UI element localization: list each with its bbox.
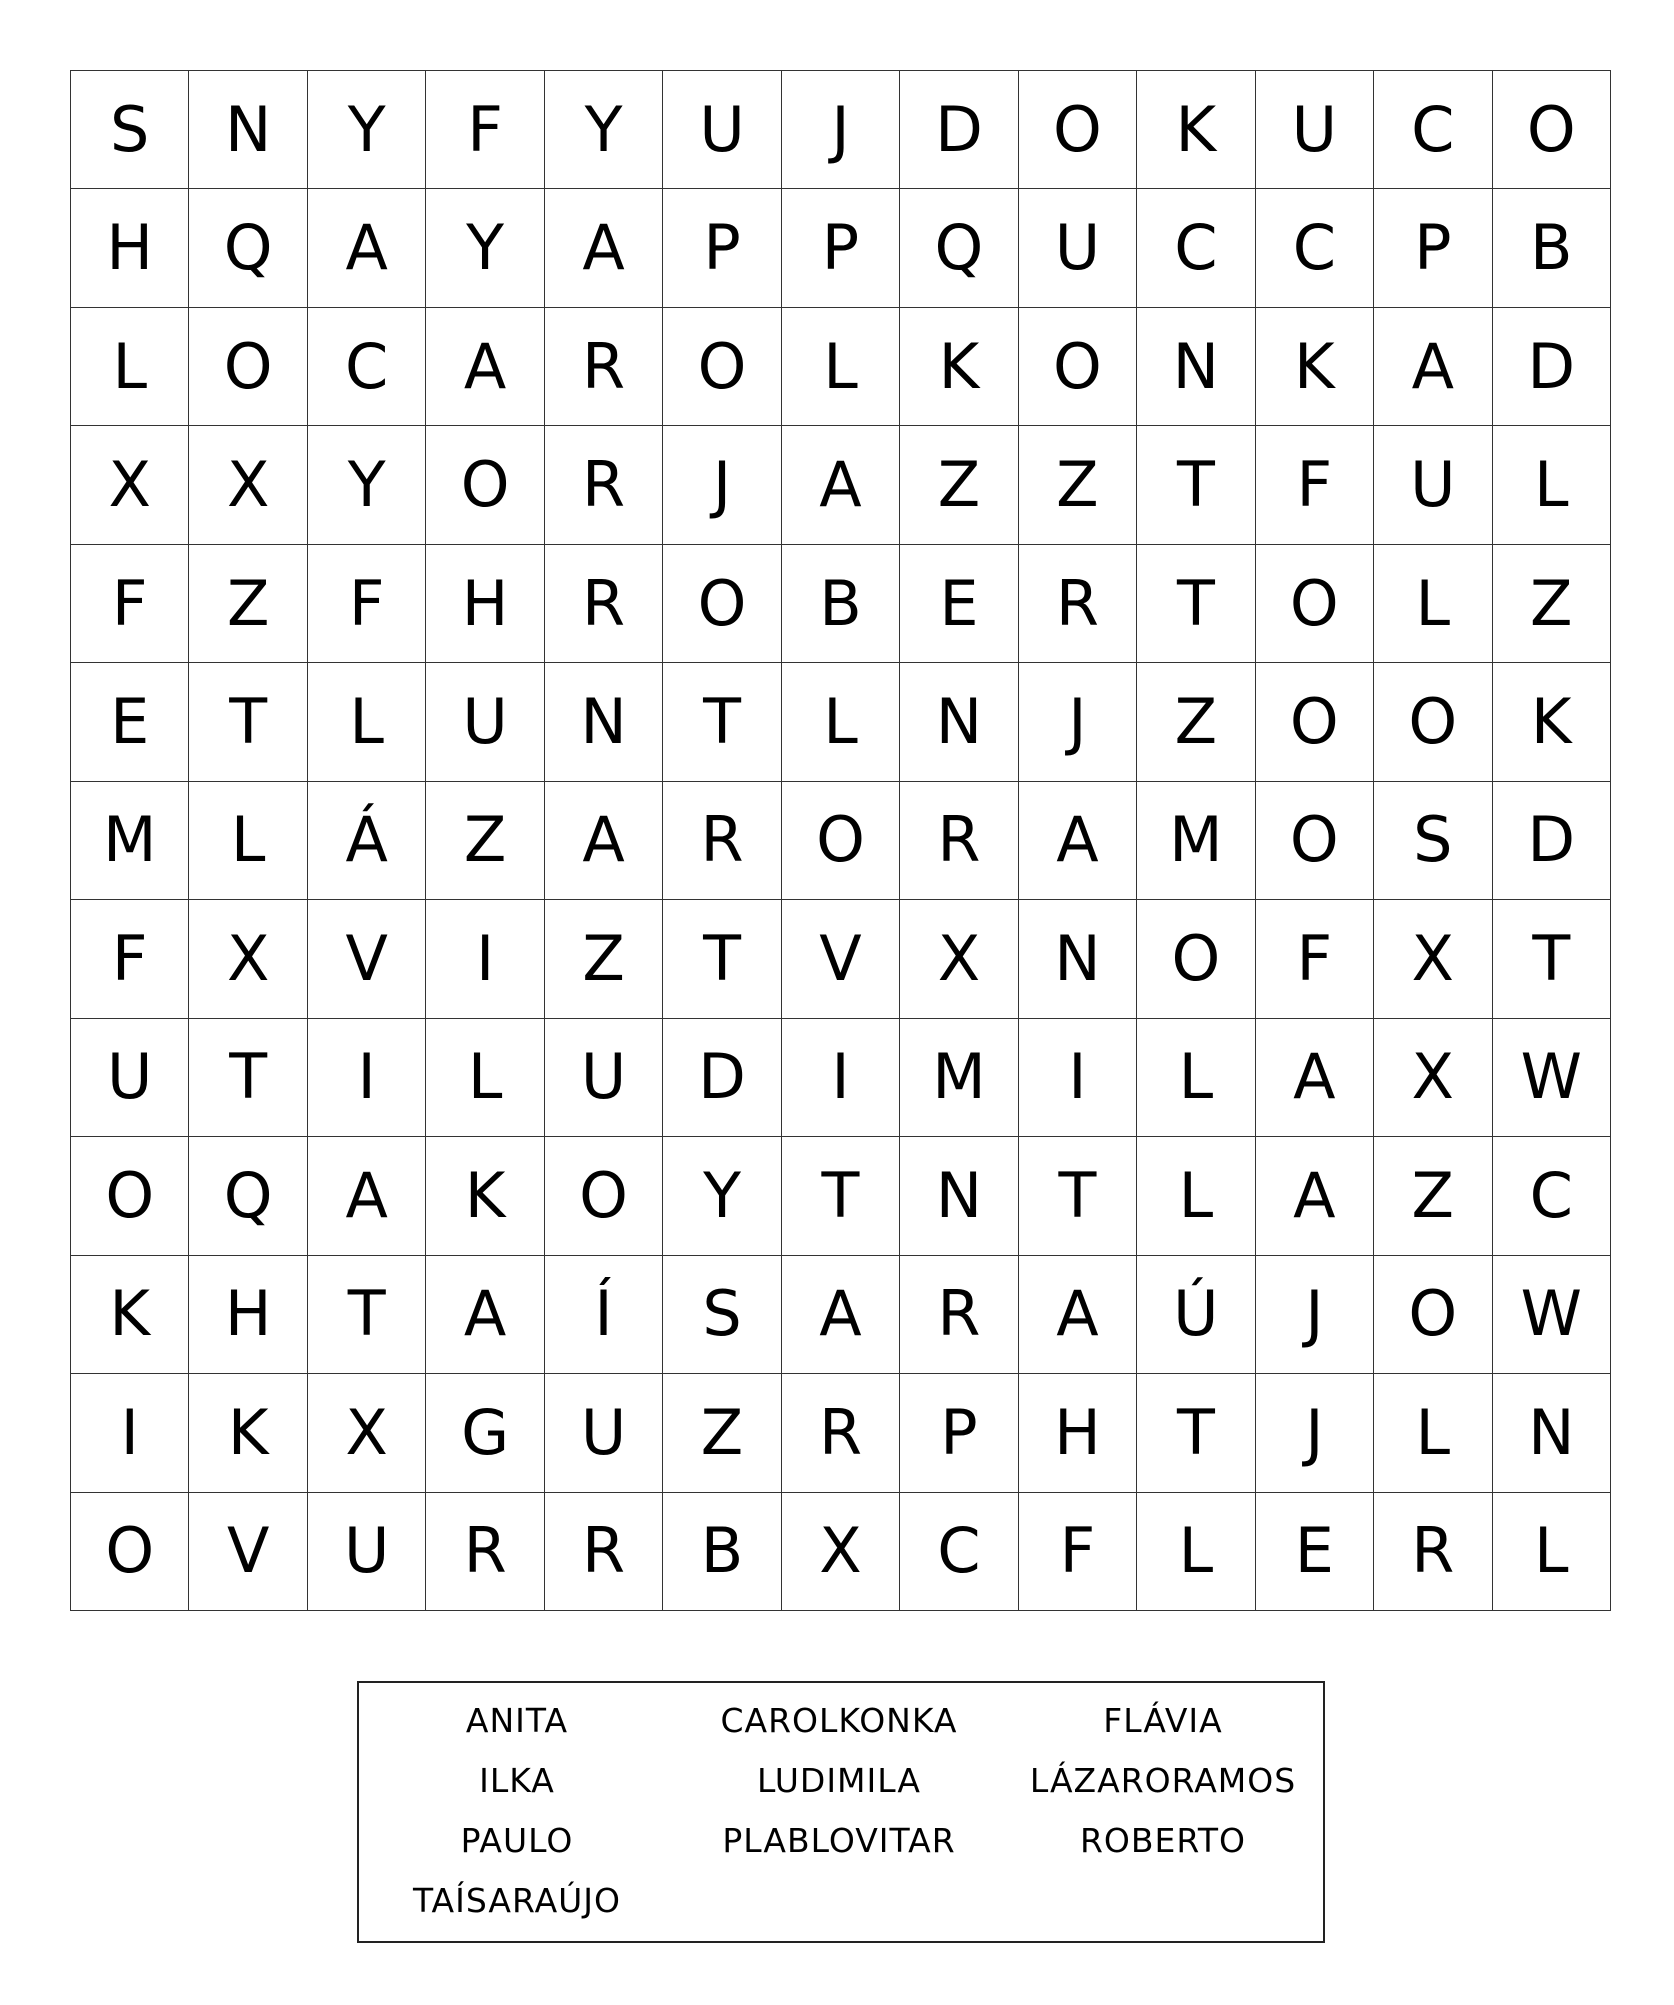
grid-cell[interactable]: C bbox=[1256, 189, 1374, 307]
grid-cell[interactable]: Z bbox=[663, 1374, 781, 1492]
grid-cell[interactable]: R bbox=[545, 426, 663, 544]
grid-cell[interactable]: H bbox=[426, 545, 544, 663]
grid-cell[interactable]: I bbox=[782, 1019, 900, 1137]
grid-cell[interactable]: F bbox=[1019, 1493, 1137, 1611]
grid-cell[interactable]: A bbox=[545, 782, 663, 900]
grid-cell[interactable]: K bbox=[189, 1374, 307, 1492]
grid-cell[interactable]: B bbox=[1493, 189, 1611, 307]
grid-cell[interactable]: U bbox=[71, 1019, 189, 1137]
grid-cell[interactable]: U bbox=[308, 1493, 426, 1611]
grid-cell[interactable]: A bbox=[1019, 782, 1137, 900]
grid-cell[interactable]: I bbox=[426, 900, 544, 1018]
grid-cell[interactable]: T bbox=[1019, 1137, 1137, 1255]
grid-cell[interactable]: O bbox=[189, 308, 307, 426]
grid-cell[interactable]: C bbox=[1137, 189, 1255, 307]
grid-cell[interactable]: T bbox=[782, 1137, 900, 1255]
grid-cell[interactable]: F bbox=[308, 545, 426, 663]
grid-cell[interactable]: A bbox=[426, 308, 544, 426]
grid-cell[interactable]: K bbox=[426, 1137, 544, 1255]
grid-cell[interactable]: A bbox=[308, 189, 426, 307]
grid-cell[interactable]: Y bbox=[545, 71, 663, 189]
grid-cell[interactable]: J bbox=[1019, 663, 1137, 781]
grid-cell[interactable]: O bbox=[71, 1137, 189, 1255]
grid-cell[interactable]: C bbox=[900, 1493, 1018, 1611]
grid-cell[interactable]: O bbox=[71, 1493, 189, 1611]
grid-cell[interactable]: A bbox=[782, 426, 900, 544]
grid-cell[interactable]: A bbox=[1019, 1256, 1137, 1374]
grid-cell[interactable]: E bbox=[900, 545, 1018, 663]
grid-cell[interactable]: L bbox=[71, 308, 189, 426]
grid-cell[interactable]: R bbox=[900, 1256, 1018, 1374]
grid-cell[interactable]: U bbox=[1019, 189, 1137, 307]
grid-cell[interactable]: Y bbox=[308, 71, 426, 189]
grid-cell[interactable]: I bbox=[1019, 1019, 1137, 1137]
grid-cell[interactable]: E bbox=[1256, 1493, 1374, 1611]
grid-cell[interactable]: Z bbox=[189, 545, 307, 663]
grid-cell[interactable]: Y bbox=[426, 189, 544, 307]
grid-cell[interactable]: U bbox=[545, 1374, 663, 1492]
grid-cell[interactable]: P bbox=[663, 189, 781, 307]
grid-cell[interactable]: D bbox=[663, 1019, 781, 1137]
grid-cell[interactable]: K bbox=[1493, 663, 1611, 781]
grid-cell[interactable]: I bbox=[71, 1374, 189, 1492]
grid-cell[interactable]: Ú bbox=[1137, 1256, 1255, 1374]
word-list-item: FLÁVIA bbox=[1103, 1701, 1223, 1740]
word-list-item: LÁZARORAMOS bbox=[1029, 1761, 1297, 1800]
word-list-item: PLABLOVITAR bbox=[722, 1821, 956, 1860]
grid-cell[interactable]: T bbox=[189, 1019, 307, 1137]
grid-cell[interactable]: C bbox=[1374, 71, 1492, 189]
grid-cell[interactable]: B bbox=[663, 1493, 781, 1611]
grid-cell[interactable]: M bbox=[1137, 782, 1255, 900]
grid-cell[interactable]: U bbox=[426, 663, 544, 781]
grid-cell[interactable]: R bbox=[782, 1374, 900, 1492]
grid-cell[interactable]: F bbox=[1256, 900, 1374, 1018]
grid-cell[interactable]: T bbox=[1493, 900, 1611, 1018]
grid-cell[interactable]: O bbox=[663, 308, 781, 426]
grid-cell[interactable]: R bbox=[1374, 1493, 1492, 1611]
grid-cell[interactable]: B bbox=[782, 545, 900, 663]
grid-cell[interactable]: O bbox=[663, 545, 781, 663]
grid-cell[interactable]: I bbox=[308, 1019, 426, 1137]
grid-cell[interactable]: J bbox=[1256, 1374, 1374, 1492]
grid-cell[interactable]: V bbox=[308, 900, 426, 1018]
grid-cell[interactable]: V bbox=[782, 900, 900, 1018]
grid-cell[interactable]: D bbox=[1493, 308, 1611, 426]
grid-cell[interactable]: X bbox=[900, 900, 1018, 1018]
grid-cell[interactable]: O bbox=[1374, 1256, 1492, 1374]
grid-cell[interactable]: Í bbox=[545, 1256, 663, 1374]
grid-cell[interactable]: Y bbox=[663, 1137, 781, 1255]
grid-cell[interactable]: L bbox=[308, 663, 426, 781]
grid-cell[interactable]: X bbox=[189, 900, 307, 1018]
word-list-item: CAROLKONKA bbox=[720, 1701, 958, 1740]
grid-cell[interactable]: W bbox=[1493, 1019, 1611, 1137]
word-list-item: ROBERTO bbox=[1079, 1821, 1247, 1860]
grid-cell[interactable]: J bbox=[782, 71, 900, 189]
grid-cell[interactable]: T bbox=[663, 900, 781, 1018]
grid-cell[interactable]: V bbox=[189, 1493, 307, 1611]
grid-cell[interactable]: U bbox=[545, 1019, 663, 1137]
grid-cell[interactable]: N bbox=[1137, 308, 1255, 426]
grid-cell[interactable]: N bbox=[900, 1137, 1018, 1255]
grid-cell[interactable]: T bbox=[663, 663, 781, 781]
grid-cell[interactable]: O bbox=[1256, 782, 1374, 900]
word-search-grid bbox=[70, 70, 1611, 1611]
grid-cell[interactable]: O bbox=[1256, 545, 1374, 663]
grid-cell[interactable]: F bbox=[426, 71, 544, 189]
grid-cell[interactable]: E bbox=[71, 663, 189, 781]
grid-cell[interactable]: L bbox=[1137, 1493, 1255, 1611]
grid-cell[interactable]: L bbox=[189, 782, 307, 900]
grid-cell[interactable]: N bbox=[900, 663, 1018, 781]
grid-cell[interactable]: L bbox=[1137, 1137, 1255, 1255]
grid-cell[interactable]: O bbox=[782, 782, 900, 900]
grid-cell[interactable]: H bbox=[71, 189, 189, 307]
grid-cell[interactable]: S bbox=[663, 1256, 781, 1374]
grid-cell[interactable]: H bbox=[189, 1256, 307, 1374]
grid-cell[interactable]: A bbox=[426, 1256, 544, 1374]
grid-cell[interactable]: R bbox=[900, 782, 1018, 900]
grid-cell[interactable]: Q bbox=[189, 189, 307, 307]
grid-cell[interactable]: F bbox=[1256, 426, 1374, 544]
grid-cell[interactable]: Z bbox=[1493, 545, 1611, 663]
grid-cell[interactable]: X bbox=[1374, 1019, 1492, 1137]
grid-cell[interactable]: W bbox=[1493, 1256, 1611, 1374]
grid-cell[interactable]: T bbox=[1137, 426, 1255, 544]
grid-cell[interactable]: Z bbox=[1137, 663, 1255, 781]
grid-cell[interactable]: C bbox=[308, 308, 426, 426]
grid-cell[interactable]: D bbox=[900, 71, 1018, 189]
word-list-item: TAÍSARAÚJO bbox=[412, 1881, 622, 1920]
word-list-item: ANITA bbox=[465, 1701, 569, 1740]
grid-cell[interactable]: S bbox=[71, 71, 189, 189]
grid-cell[interactable]: S bbox=[1374, 782, 1492, 900]
grid-cell[interactable]: U bbox=[663, 71, 781, 189]
grid-cell[interactable]: K bbox=[900, 308, 1018, 426]
grid-cell[interactable]: J bbox=[663, 426, 781, 544]
grid-cell[interactable]: K bbox=[1256, 308, 1374, 426]
grid-cell[interactable]: O bbox=[1374, 663, 1492, 781]
grid-cell[interactable]: X bbox=[782, 1493, 900, 1611]
grid-cell[interactable]: O bbox=[1256, 663, 1374, 781]
grid-cell[interactable]: R bbox=[426, 1493, 544, 1611]
grid-cell[interactable]: L bbox=[782, 663, 900, 781]
word-list-item: ILKA bbox=[479, 1761, 555, 1800]
grid-cell[interactable]: Z bbox=[1019, 426, 1137, 544]
grid-cell[interactable]: X bbox=[71, 426, 189, 544]
grid-cell[interactable]: U bbox=[1374, 426, 1492, 544]
grid-cell[interactable]: O bbox=[1493, 71, 1611, 189]
grid-cell[interactable]: T bbox=[1137, 1374, 1255, 1492]
grid-cell[interactable]: T bbox=[308, 1256, 426, 1374]
grid-cell[interactable]: Z bbox=[545, 900, 663, 1018]
grid-cell[interactable]: L bbox=[782, 308, 900, 426]
grid-cell[interactable]: H bbox=[1019, 1374, 1137, 1492]
grid-cell[interactable]: L bbox=[1374, 1374, 1492, 1492]
grid-cell[interactable]: Y bbox=[308, 426, 426, 544]
word-list-item: LUDIMILA bbox=[757, 1761, 921, 1800]
grid-cell[interactable]: O bbox=[1137, 900, 1255, 1018]
grid-cell[interactable]: T bbox=[1137, 545, 1255, 663]
grid-cell[interactable]: X bbox=[308, 1374, 426, 1492]
grid-cell[interactable]: R bbox=[545, 308, 663, 426]
grid-cell[interactable]: R bbox=[663, 782, 781, 900]
grid-cell[interactable]: G bbox=[426, 1374, 544, 1492]
grid-cell[interactable]: Z bbox=[900, 426, 1018, 544]
grid-cell[interactable]: P bbox=[782, 189, 900, 307]
grid-cell[interactable]: K bbox=[1137, 71, 1255, 189]
grid-cell[interactable]: Á bbox=[308, 782, 426, 900]
grid-cell[interactable]: P bbox=[900, 1374, 1018, 1492]
grid-cell[interactable]: L bbox=[426, 1019, 544, 1137]
word-list-item: PAULO bbox=[460, 1821, 574, 1860]
grid-cell[interactable]: D bbox=[1493, 782, 1611, 900]
grid-cell[interactable]: T bbox=[189, 663, 307, 781]
grid-cell[interactable]: N bbox=[189, 71, 307, 189]
grid-cell[interactable]: Z bbox=[1374, 1137, 1492, 1255]
grid-cell[interactable]: M bbox=[900, 1019, 1018, 1137]
grid-cell[interactable]: U bbox=[1256, 71, 1374, 189]
grid-cell[interactable]: N bbox=[545, 663, 663, 781]
grid-cell[interactable]: O bbox=[1019, 71, 1137, 189]
grid-cell[interactable]: A bbox=[782, 1256, 900, 1374]
grid-cell[interactable]: R bbox=[1019, 545, 1137, 663]
grid-cell[interactable]: M bbox=[71, 782, 189, 900]
grid-cell[interactable]: X bbox=[1374, 900, 1492, 1018]
grid-cell[interactable]: C bbox=[1493, 1137, 1611, 1255]
grid-cell[interactable]: Z bbox=[426, 782, 544, 900]
grid-cell[interactable]: L bbox=[1374, 545, 1492, 663]
grid-cell[interactable]: A bbox=[545, 189, 663, 307]
grid-cell[interactable]: O bbox=[426, 426, 544, 544]
grid-cell[interactable]: N bbox=[1493, 1374, 1611, 1492]
grid-cell[interactable]: R bbox=[545, 1493, 663, 1611]
grid-cell[interactable]: N bbox=[1019, 900, 1137, 1018]
grid-cell[interactable]: A bbox=[308, 1137, 426, 1255]
grid-cell[interactable]: P bbox=[1374, 189, 1492, 307]
word-list bbox=[357, 1681, 1325, 1943]
grid-cell[interactable]: F bbox=[71, 545, 189, 663]
grid-cell[interactable]: Q bbox=[900, 189, 1018, 307]
grid-cell[interactable]: R bbox=[545, 545, 663, 663]
grid-cell[interactable]: O bbox=[545, 1137, 663, 1255]
grid-cell[interactable]: F bbox=[71, 900, 189, 1018]
grid-cell[interactable]: K bbox=[71, 1256, 189, 1374]
grid-cell[interactable]: L bbox=[1137, 1019, 1255, 1137]
grid-cell[interactable]: J bbox=[1256, 1256, 1374, 1374]
grid-cell[interactable]: A bbox=[1374, 308, 1492, 426]
grid-cell[interactable]: A bbox=[1256, 1019, 1374, 1137]
grid-cell[interactable]: O bbox=[1019, 308, 1137, 426]
grid-cell[interactable]: A bbox=[1256, 1137, 1374, 1255]
grid-cell[interactable]: L bbox=[1493, 1493, 1611, 1611]
grid-cell[interactable]: X bbox=[189, 426, 307, 544]
grid-cell[interactable]: Q bbox=[189, 1137, 307, 1255]
grid-cell[interactable]: L bbox=[1493, 426, 1611, 544]
